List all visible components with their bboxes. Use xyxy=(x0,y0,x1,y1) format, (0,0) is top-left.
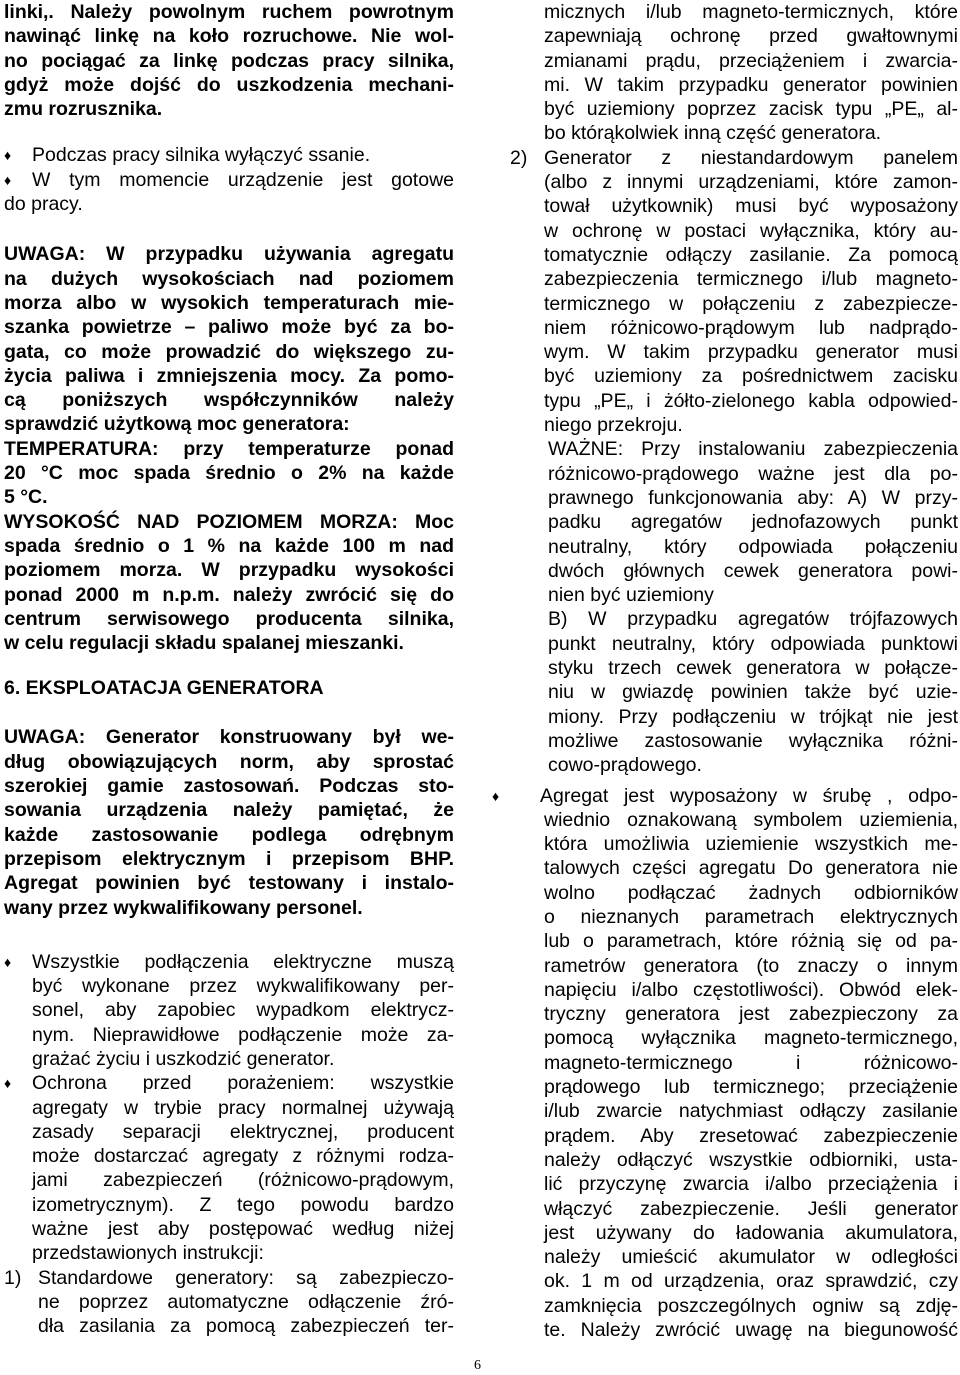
text-line: poziomem morza. W przypadku wysokości xyxy=(4,559,454,582)
text-line: izometrycznym). Z tego powodu bardzo xyxy=(32,1193,454,1216)
text-line: prądem. Aby zresetować zabezpieczenie xyxy=(544,1124,958,1147)
text-line: grażać życiu i uszkodzić generator. xyxy=(32,1047,335,1070)
text-line: termicznego w połączeniu z zabezpiecze- xyxy=(544,292,958,315)
text-line: te. Należy zwrócić uwagę na biegunowość xyxy=(544,1319,958,1342)
text-line: być uziemiony poprzez zacisk typu „PE„ al- xyxy=(544,98,958,121)
text-line: agregaty w trybie pracy normalnej używają xyxy=(32,1096,454,1119)
text-line: bo którąkolwiek inną część generatora. xyxy=(544,122,882,145)
text-line: niego przekroju. xyxy=(544,414,683,437)
text-line: morza albo w wysokich temperaturach mie- xyxy=(4,291,454,314)
text-line: Ochrona przed porażeniem: wszystkie xyxy=(32,1072,454,1095)
text-line: talowych części agregatu Do generatora nie xyxy=(544,857,958,880)
text-line: prądowego lub termicznego; przeciążenie xyxy=(544,1076,958,1099)
text-line: jami zabezpieczeń (różnicowo-prądowym, xyxy=(32,1169,454,1192)
text-line: życia paliwa i zmniejszenia mocy. Za pomo- xyxy=(4,364,454,387)
text-line: szanka powietrze – paliwo może być za bo- xyxy=(4,316,454,339)
item-number: 1) xyxy=(4,1266,22,1289)
text-line: należy umieścić akumulator w odległości xyxy=(544,1246,958,1269)
text-line: UWAGA: Generator konstruowany był we- xyxy=(4,726,454,749)
text-line: lić przyczynę zwarcia i/albo przeciążenia i xyxy=(544,1173,958,1196)
text-line: neutralny, który odpowiada połączeniu xyxy=(548,535,958,558)
text-line: zasady separacji elektrycznej, producent xyxy=(32,1120,454,1143)
bullet-item xyxy=(492,784,958,808)
text-line: WAŻNE: Przy instalowaniu zabezpieczenia xyxy=(548,438,958,461)
text-line: wolno podłączać żadnych odbiorników xyxy=(544,881,958,904)
text-line: nym. Nieprawidłowe podłączenie może za- xyxy=(32,1023,454,1046)
text-line: nawinąć linkę na koło rozruchowe. Nie wol- xyxy=(4,25,454,48)
text-line: do pracy. xyxy=(4,193,83,216)
right-column xyxy=(492,0,958,1342)
text-line: wym. W takim przypadku generator musi xyxy=(544,341,958,364)
text-line: gdyż może dojść do uszkodzenia mechani- xyxy=(4,73,454,96)
text-line: centrum serwisowego producenta silnika, xyxy=(4,607,454,630)
text-line: wany przez wykwalifikowany personel. xyxy=(4,896,363,919)
text-line: magneto-termicznego i różnicowo- xyxy=(544,1051,958,1074)
text-line: ważne jest aby postępować według niżej xyxy=(32,1218,454,1241)
text-line: Agregat jest wyposażony w śrubę , odpo- xyxy=(540,784,958,807)
text-line: 20 °C moc spada średnio o 2% na każde xyxy=(4,462,454,485)
text-line: no pociągać za linkę podczas pracy silnika, xyxy=(4,49,454,72)
text-line: napięciu i/albo częstotliwości). Obwód elek- xyxy=(544,978,958,1001)
text-line: rametrów generatora (to znaczy o innym xyxy=(544,954,958,977)
text-line: być uziemiony za pośrednictwem zacisku xyxy=(544,365,958,388)
text-line: sprawdzić użytkową moc generatora: xyxy=(4,413,350,436)
text-line: i/lub zwarcie natychmiast odłączy zasilanie xyxy=(544,1100,958,1123)
bullet-item xyxy=(4,1071,454,1265)
text-line: zabezpieczenia termicznego i/lub magneto- xyxy=(544,268,958,291)
text-line: niem różnicowo-prądowym lub nadprądo- xyxy=(544,316,958,339)
text-line: być wykonane przez wykwalifikowany per- xyxy=(32,975,454,998)
text-line: zmianami prądu, przeciążeniem i zwarcia- xyxy=(544,49,958,72)
section-title: 6. EKSPLOATACJA GENERATORA xyxy=(4,677,324,700)
text-line: B) W przypadku agregatów trójfazowych xyxy=(548,608,958,631)
text-line: lub o parametrach, które różnią się od pa- xyxy=(544,930,958,953)
bullet-item xyxy=(4,143,454,167)
warning-paragraph xyxy=(4,725,454,919)
text-line: Wszystkie podłączenia elektryczne muszą xyxy=(32,950,454,973)
text-line: sonel, aby zapobiec wypadkom elektrycz- xyxy=(32,999,454,1022)
text-line: w ochronę w postaci wyłącznika, który au- xyxy=(544,219,958,242)
text-line: ponad 2000 m n.p.m. należy zwrócić się do xyxy=(4,583,454,606)
text-line: jest używany do ładowania akumulatora, xyxy=(544,1221,958,1244)
text-line: w celu regulacji składu spalanej mieszanki. xyxy=(4,632,404,655)
text-line: na dużych wysokościach nad poziomem xyxy=(4,267,454,290)
text-line: 5 °C. xyxy=(4,486,48,509)
text-line: prawnego funkcjonowania aby: A) W przy- xyxy=(548,486,958,509)
text-line: Agregat powinien być testowany i instalo- xyxy=(4,872,454,895)
text-line: przedstawionych instrukcji: xyxy=(32,1242,264,1265)
text-line: różnicowo-prądowego ważne jest dla po- xyxy=(548,462,958,485)
text-line: o nieznanych parametrach elektrycznych xyxy=(544,905,958,928)
text-line: dług obowiązujących norm, aby sprostać xyxy=(4,750,454,773)
text-line: tował użytkownik) musi być wyposażony xyxy=(544,195,958,218)
text-line: pomocą wyłącznika magneto-termicznego, xyxy=(544,1027,958,1050)
bullet-item xyxy=(4,950,454,1071)
text-line: tomatycznie odłączy zasilanie. Za pomocą xyxy=(544,243,958,266)
text-line: punkt neutralny, który odpowiada punktowi xyxy=(548,632,958,655)
text-line: może dostarczać agregaty z różnymi rodza- xyxy=(32,1145,454,1168)
diamond-bullet-icon: ♦ xyxy=(492,787,500,804)
text-line: cą poniższych współczynników należy xyxy=(4,389,454,412)
text-line: WYSOKOŚĆ NAD POZIOMEM MORZA: Moc xyxy=(4,510,454,533)
text-line: padku agregatów jednofazowych punkt xyxy=(548,511,958,534)
left-column xyxy=(4,0,454,1339)
page-number: 6 xyxy=(474,1358,481,1373)
text-line: styku trzech cewek generatora w połącze- xyxy=(548,657,958,680)
text-line: Standardowe generatory: są zabezpieczo- xyxy=(38,1266,454,1289)
item-number: 2) xyxy=(510,146,528,169)
text-line: ne poprzez automatyczne odłączenie źró- xyxy=(38,1290,454,1313)
text-line: możliwe zastosowanie wyłącznika różni- xyxy=(548,729,958,752)
text-line: tryczny generatora jest zabezpieczony za xyxy=(544,1003,958,1026)
text-line: szerokiej gamie zastosowań. Podczas sto- xyxy=(4,775,454,798)
numbered-item-continuation xyxy=(510,0,958,146)
text-line: mi. W takim przypadku generator powinien xyxy=(544,73,958,96)
diamond-bullet-icon: ♦ xyxy=(4,171,12,188)
text-line: zamknięcia poszczególnych ogniw są zdję- xyxy=(544,1294,958,1317)
text-line: (albo z innymi urządzeniami, które zamon- xyxy=(544,171,958,194)
text-line: W tym momencie urządzenie jest gotowe xyxy=(32,168,454,191)
text-line: niu w gwiazdę powinien także być uzie- xyxy=(548,681,958,704)
numbered-item xyxy=(4,1266,454,1339)
text-line: UWAGA: W przypadku używania agregatu xyxy=(4,243,454,266)
text-line: Generator z niestandardowym panelem xyxy=(544,146,958,169)
text-line: spada średnio o 1 % na każde 100 m nad xyxy=(4,534,454,557)
text-line: przepisom elektrycznym i przepisom BHP. xyxy=(4,847,454,870)
text-line: micznych i/lub magneto-termicznych, które xyxy=(544,1,958,23)
important-note xyxy=(510,437,958,777)
text-line: Podczas pracy silnika wyłączyć ssanie. xyxy=(32,144,371,167)
bullet-item-body xyxy=(510,808,958,1343)
numbered-item xyxy=(510,146,958,438)
text-line: wiednio oznakowaną symbolem uziemienia, xyxy=(544,808,958,831)
text-line: należy odłączyć wszystkie odbiorniki, usta- xyxy=(544,1148,958,1171)
text-line: linki,. Należy powolnym ruchem powrotnym xyxy=(4,1,454,23)
text-line: która umożliwia uziemienie wszystkich me- xyxy=(544,833,958,856)
text-line: zapewniają ochronę przed gwałtownymi xyxy=(544,25,958,48)
text-line: TEMPERATURA: przy temperaturze ponad xyxy=(4,437,454,460)
intro-paragraph xyxy=(4,0,454,121)
text-line: typu „PE„ i żółto-zielonego kabla odpowied- xyxy=(544,389,958,412)
text-line: dwóch głównych cewek generatora powi- xyxy=(548,559,958,582)
bullet-item xyxy=(4,168,454,192)
text-line: nien być uziemiony xyxy=(548,584,714,607)
text-line: ok. 1 m od urządzenia, oraz sprawdzić, czy xyxy=(544,1270,958,1293)
text-line: dła zasilania za pomocą zabezpieczeń ter- xyxy=(38,1315,454,1338)
text-line: każde zastosowanie podlega odrębnym xyxy=(4,823,454,846)
text-line: gata, co może prowadzić do większego zu- xyxy=(4,340,454,363)
text-line: zmu rozrusznika. xyxy=(4,98,163,121)
text-line: cowo-prądowego. xyxy=(548,754,702,777)
diamond-bullet-icon: ♦ xyxy=(4,1075,12,1092)
warning-paragraph xyxy=(4,242,454,655)
diamond-bullet-icon: ♦ xyxy=(4,953,12,970)
text-line: sowania urządzenia należy pamiętać, że xyxy=(4,799,454,822)
text-line: miony. Przy podłączeniu w trójkąt nie jest xyxy=(548,705,958,728)
diamond-bullet-icon: ♦ xyxy=(4,147,12,164)
text-line: włączyć zabezpieczenie. Jeśli generator xyxy=(544,1197,958,1220)
